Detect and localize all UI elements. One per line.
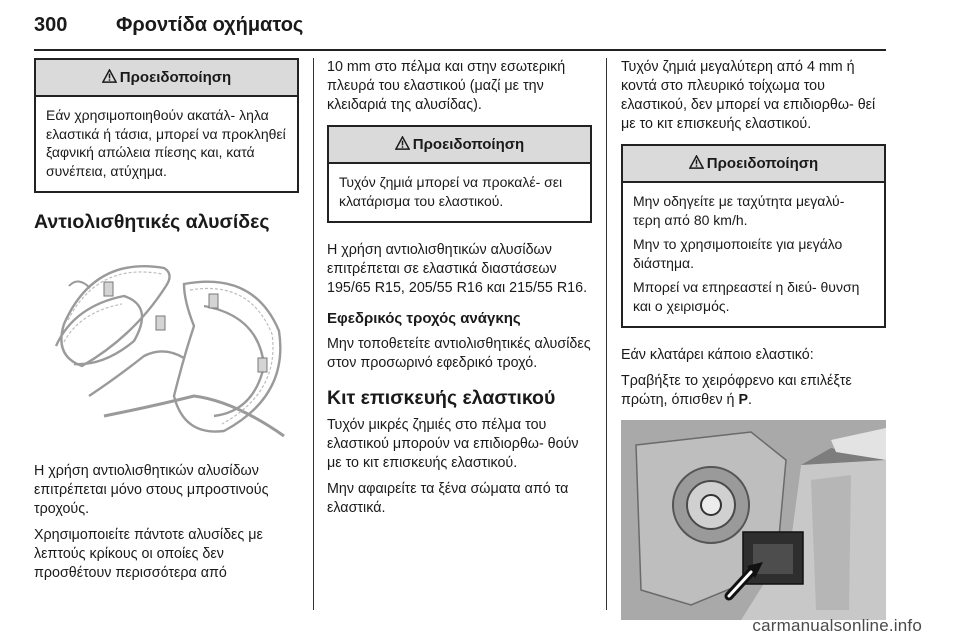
column-2	[327, 58, 592, 525]
column-divider	[313, 58, 314, 610]
page-number: 300	[34, 14, 68, 36]
page-title: Φροντίδα οχήματος	[116, 14, 304, 36]
paragraph: Μην αφαιρείτε τα ξένα σώματα από τα ελαστικά.	[327, 481, 569, 516]
section-title-spare-wheel: Εφεδρικός τροχός ανάγκης	[327, 310, 521, 327]
column-1	[34, 58, 299, 590]
warning-text: Μην το χρησιμοποιείτε για μεγάλο διάστημα.	[633, 236, 843, 271]
section-title-repair-kit: Κιτ επισκευής ελαστικού	[327, 387, 556, 409]
warning-text: Τυχόν ζημιά μπορεί να προκαλέ- σει κλατάρισμα του ελαστικού.	[339, 174, 563, 209]
column-divider	[606, 58, 607, 610]
paragraph: Εάν κλατάρει κάποιο ελαστικό:	[621, 347, 814, 363]
paragraph: Τραβήξτε το χειρόφρενο και επιλέξτε πρώτη, όπισθεν ή P.	[621, 373, 852, 408]
warning-heading-text: Προειδοποίηση	[706, 155, 819, 172]
paragraph: Χρησιμοποιείτε πάντοτε αλυσίδες με λεπτούς κρίκους οι οποίες δεν προσθέτουν περισσότερα από	[34, 527, 263, 581]
section-title-snow-chains: Αντιολισθητικές αλυσίδες	[34, 211, 270, 233]
warning-triangle-icon	[102, 69, 117, 83]
warning-heading-text: Προειδοποίηση	[412, 136, 525, 153]
warning-heading	[329, 127, 590, 164]
paragraph: Μην τοποθετείτε αντιολισθητικές αλυσίδες στον προσωρινό εφεδρικό τροχό.	[327, 336, 591, 371]
page-header	[34, 2, 886, 48]
paragraph: Τυχόν ζημιά μεγαλύτερη από 4 mm ή κοντά στο πλευρικό τοίχωμα του ελαστικού, δεν μπορεί να επιδιορθω- θεί με το κιτ επισκευής ελαστικού.	[621, 59, 876, 132]
warning-heading	[36, 60, 297, 97]
warning-text: Μπορεί να επηρεαστεί η διεύ- θυνση και ο χειρισμός.	[633, 279, 860, 314]
trunk-floor-compartment-illustration	[621, 420, 886, 620]
paragraph-text: Τραβήξτε το χειρόφρενο και επιλέξτε πρώτη, όπισθεν ή	[621, 373, 852, 408]
paragraph: Τυχόν μικρές ζημιές στο πέλμα του ελαστικού μπορούν να επιδιορθω- θούν με το κιτ επισκευής ελαστικού.	[327, 417, 579, 471]
watermark-text: carmanualsonline.info	[752, 616, 922, 635]
warning-heading-text: Προειδοποίηση	[119, 69, 232, 86]
warning-text: Μην οδηγείτε με ταχύτητα μεγαλύ- τερη από 80 km/h.	[633, 193, 845, 228]
gear-p-label: P	[738, 392, 749, 408]
warning-box	[621, 144, 886, 328]
warning-heading	[623, 146, 884, 183]
warning-text: Εάν χρησιμοποιηθούν ακατάλ- ληλα ελαστικά ή τάσια, μπορεί να προκληθεί ξαφνική απώλεια πίεσης και, κατά συνέπεια, ατύχημα.	[46, 107, 286, 179]
warning-box	[327, 125, 592, 223]
paragraph: 10 mm στο πέλμα και στην εσωτερική πλευρά του ελαστικού (μαζί με την κλειδαριά της αλυσίδας).	[327, 59, 566, 113]
paragraph: Η χρήση αντιολισθητικών αλυσίδων επιτρέπεται σε ελαστικά διαστάσεων 195/65 R15, 205/55 R16 και 215/55 R16.	[327, 242, 588, 296]
snow-chains-illustration	[34, 246, 299, 446]
column-3	[621, 58, 886, 620]
warning-box	[34, 58, 299, 193]
warning-triangle-icon	[689, 155, 704, 169]
warning-triangle-icon	[395, 136, 410, 150]
header-rule	[34, 49, 886, 51]
paragraph: Η χρήση αντιολισθητικών αλυσίδων επιτρέπεται μόνο στους μπροστινούς τροχούς.	[34, 463, 269, 517]
